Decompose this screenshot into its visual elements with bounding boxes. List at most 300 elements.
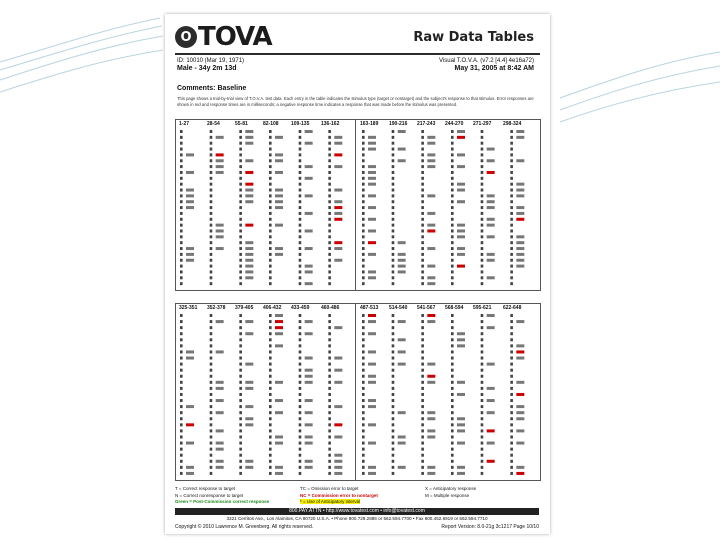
trial-mark xyxy=(216,235,224,238)
column-header: 82-108 xyxy=(263,121,279,127)
trial-mark xyxy=(180,212,183,215)
trial-mark xyxy=(180,411,183,414)
trial-mark xyxy=(457,253,465,256)
trial-mark xyxy=(516,218,524,221)
trial-mark xyxy=(457,381,465,384)
trial-mark xyxy=(305,460,313,463)
trial-mark xyxy=(392,282,395,285)
trial-mark xyxy=(239,393,242,396)
trial-mark xyxy=(245,423,253,426)
trial-mark xyxy=(245,241,253,244)
trial-mark xyxy=(180,259,183,262)
trial-mark xyxy=(392,417,395,420)
trial-mark xyxy=(299,363,302,366)
trial-mark xyxy=(362,314,365,317)
trial-mark xyxy=(269,350,272,353)
trial-mark xyxy=(299,229,302,232)
trial-mark xyxy=(245,171,253,174)
trial-mark xyxy=(299,218,302,221)
trial-mark xyxy=(392,171,395,174)
trial-mark xyxy=(269,142,272,145)
trial-mark xyxy=(299,171,302,174)
trial-mark xyxy=(362,241,365,244)
trial-mark xyxy=(510,189,513,192)
trial-mark xyxy=(362,282,365,285)
trial-mark xyxy=(334,381,342,384)
trial-mark xyxy=(245,159,253,162)
trial-mark xyxy=(216,165,224,168)
comments-label: Comments: Baseline xyxy=(177,85,247,92)
trial-mark xyxy=(328,454,331,457)
column-header: 217-243 xyxy=(417,121,436,127)
trial-mark xyxy=(299,472,302,475)
trial-mark xyxy=(516,247,524,250)
trial-mark xyxy=(239,159,242,162)
trial-mark xyxy=(269,177,272,180)
trial-mark xyxy=(269,153,272,156)
trial-mark xyxy=(305,399,313,402)
trial-mark xyxy=(510,332,513,335)
trial-mark xyxy=(186,357,194,360)
trial-mark xyxy=(481,206,484,209)
trial-mark xyxy=(481,229,484,232)
trial-mark xyxy=(180,247,183,250)
trial-mark xyxy=(368,399,376,402)
trial-mark xyxy=(328,282,331,285)
trial-mark xyxy=(451,171,454,174)
trial-mark xyxy=(210,229,213,232)
trial-mark xyxy=(186,171,194,174)
trial-mark xyxy=(334,142,342,145)
trial-mark xyxy=(245,200,253,203)
trial-mark xyxy=(328,369,331,372)
trial-mark xyxy=(451,235,454,238)
trial-mark xyxy=(180,314,183,317)
trial-mark xyxy=(451,206,454,209)
trial-mark xyxy=(299,241,302,244)
trial-mark xyxy=(245,381,253,384)
trial-mark xyxy=(481,466,484,469)
trial-mark xyxy=(398,241,406,244)
trial-mark xyxy=(362,429,365,432)
trial-mark xyxy=(334,241,342,244)
trial-mark xyxy=(180,224,183,227)
trial-mark xyxy=(451,369,454,372)
trial-mark xyxy=(392,363,395,366)
trial-mark xyxy=(427,466,435,469)
trial-mark xyxy=(427,165,435,168)
trial-mark xyxy=(328,332,331,335)
trial-mark xyxy=(299,189,302,192)
trial-mark xyxy=(210,411,213,414)
trial-mark xyxy=(427,472,435,475)
trial-mark xyxy=(239,183,242,186)
trial-mark xyxy=(305,423,313,426)
trial-mark xyxy=(421,235,424,238)
trial-mark xyxy=(481,235,484,238)
trial-mark xyxy=(328,206,331,209)
trial-mark xyxy=(510,350,513,353)
trial-mark xyxy=(392,189,395,192)
trial-mark xyxy=(180,189,183,192)
trial-mark xyxy=(510,229,513,232)
trial-mark xyxy=(180,472,183,475)
trial-mark xyxy=(210,332,213,335)
trial-mark xyxy=(451,276,454,279)
trial-mark xyxy=(392,229,395,232)
trial-mark xyxy=(451,405,454,408)
trial-mark xyxy=(239,417,242,420)
trial-mark xyxy=(481,200,484,203)
trial-mark xyxy=(269,165,272,168)
trial-mark xyxy=(362,177,365,180)
trial-mark xyxy=(299,393,302,396)
trial-mark xyxy=(216,171,224,174)
trial-mark xyxy=(210,448,213,451)
trial-mark xyxy=(362,435,365,438)
trial-mark xyxy=(392,142,395,145)
trial-mark xyxy=(334,472,342,475)
trial-mark xyxy=(481,393,484,396)
trial-mark xyxy=(239,165,242,168)
trial-mark xyxy=(299,332,302,335)
trial-mark xyxy=(510,381,513,384)
trial-mark xyxy=(328,136,331,139)
trial-mark xyxy=(239,253,242,256)
trial-mark xyxy=(398,130,406,133)
trial-mark xyxy=(299,411,302,414)
trial-mark xyxy=(305,375,313,378)
trial-mark xyxy=(392,194,395,197)
trial-mark xyxy=(510,183,513,186)
column-header: 271-297 xyxy=(473,121,492,127)
trial-mark xyxy=(451,177,454,180)
trial-mark xyxy=(334,200,342,203)
trial-mark xyxy=(451,314,454,317)
trial-mark xyxy=(269,183,272,186)
trial-mark xyxy=(421,338,424,341)
trial-mark xyxy=(299,159,302,162)
trial-mark xyxy=(362,229,365,232)
trial-mark xyxy=(180,229,183,232)
trial-mark xyxy=(481,399,484,402)
trial-mark xyxy=(239,429,242,432)
trial-mark xyxy=(481,381,484,384)
legend-item: * = Use of Anticipatory interval xyxy=(300,499,361,504)
trial-mark xyxy=(186,442,194,445)
trial-mark xyxy=(269,212,272,215)
trial-mark xyxy=(362,448,365,451)
trial-mark xyxy=(299,454,302,457)
trial-mark xyxy=(392,466,395,469)
trial-mark xyxy=(487,206,495,209)
trial-mark xyxy=(451,423,454,426)
trial-mark xyxy=(180,153,183,156)
trial-mark xyxy=(210,276,213,279)
trial-mark xyxy=(451,253,454,256)
trial-mark xyxy=(216,466,224,469)
trial-mark xyxy=(481,442,484,445)
trial-mark xyxy=(275,472,283,475)
trial-mark xyxy=(305,247,313,250)
trial-mark xyxy=(516,235,524,238)
trial-mark xyxy=(269,253,272,256)
trial-mark xyxy=(328,363,331,366)
trial-mark xyxy=(299,326,302,329)
trial-mark xyxy=(328,375,331,378)
trial-mark xyxy=(510,435,513,438)
trial-mark xyxy=(421,381,424,384)
trial-mark xyxy=(510,265,513,268)
trial-mark xyxy=(299,405,302,408)
trial-mark xyxy=(239,381,242,384)
trial-mark xyxy=(239,411,242,414)
trial-mark xyxy=(245,136,253,139)
trial-mark xyxy=(392,253,395,256)
trial-mark xyxy=(362,344,365,347)
trial-mark xyxy=(451,332,454,335)
trial-mark xyxy=(368,218,376,221)
trial-mark xyxy=(239,177,242,180)
trial-mark xyxy=(362,159,365,162)
trial-mark xyxy=(487,387,495,390)
trial-mark xyxy=(510,276,513,279)
trial-mark xyxy=(210,369,213,372)
trial-mark xyxy=(451,375,454,378)
trial-mark xyxy=(516,130,524,133)
trial-mark xyxy=(516,405,524,408)
trial-mark xyxy=(368,253,376,256)
trial-mark xyxy=(239,332,242,335)
tova-logo xyxy=(175,24,272,50)
trial-mark xyxy=(457,200,465,203)
trial-mark xyxy=(362,332,365,335)
trial-mark xyxy=(362,270,365,273)
trial-mark xyxy=(421,130,424,133)
trial-mark xyxy=(362,387,365,390)
trial-mark xyxy=(481,435,484,438)
trial-mark xyxy=(451,399,454,402)
trial-mark xyxy=(210,136,213,139)
trial-mark xyxy=(451,282,454,285)
trial-mark xyxy=(334,259,342,262)
trial-mark xyxy=(334,460,342,463)
trial-mark xyxy=(245,417,253,420)
trial-mark xyxy=(275,326,283,329)
trial-mark xyxy=(368,375,376,378)
trial-mark xyxy=(362,206,365,209)
trial-mark xyxy=(481,189,484,192)
trial-mark xyxy=(481,177,484,180)
trial-mark xyxy=(510,448,513,451)
trial-mark xyxy=(269,247,272,250)
trial-mark xyxy=(481,165,484,168)
trial-mark xyxy=(328,165,331,168)
trial-mark xyxy=(328,218,331,221)
trial-mark xyxy=(451,350,454,353)
trial-mark xyxy=(362,235,365,238)
trial-mark xyxy=(392,130,395,133)
trial-mark xyxy=(299,399,302,402)
trial-mark xyxy=(328,171,331,174)
trial-mark xyxy=(481,276,484,279)
trial-mark xyxy=(362,224,365,227)
trial-mark xyxy=(299,177,302,180)
trial-mark xyxy=(510,200,513,203)
trial-mark xyxy=(299,314,302,317)
trial-mark xyxy=(269,235,272,238)
trial-mark xyxy=(516,265,524,268)
trial-mark xyxy=(328,320,331,323)
trial-mark xyxy=(516,194,524,197)
trial-mark xyxy=(510,423,513,426)
trial-mark xyxy=(269,282,272,285)
trial-mark xyxy=(269,405,272,408)
trial-mark xyxy=(269,206,272,209)
trial-mark xyxy=(210,165,213,168)
trial-mark xyxy=(398,435,406,438)
trial-mark xyxy=(368,177,376,180)
trial-mark xyxy=(328,381,331,384)
trial-mark xyxy=(421,206,424,209)
trial-mark xyxy=(269,375,272,378)
trial-mark xyxy=(269,448,272,451)
trial-mark xyxy=(180,194,183,197)
trial-mark xyxy=(487,326,495,329)
trial-mark xyxy=(427,381,435,384)
trial-mark xyxy=(210,350,213,353)
trial-mark xyxy=(392,460,395,463)
trial-mark xyxy=(328,224,331,227)
trial-mark xyxy=(299,369,302,372)
trial-mark xyxy=(392,177,395,180)
trial-mark xyxy=(451,448,454,451)
trial-mark xyxy=(269,363,272,366)
trial-mark xyxy=(427,435,435,438)
trial-mark xyxy=(328,429,331,432)
trial-mark xyxy=(210,194,213,197)
trial-mark xyxy=(398,442,406,445)
trial-mark xyxy=(210,200,213,203)
trial-mark xyxy=(210,442,213,445)
trial-mark xyxy=(427,194,435,197)
trial-mark xyxy=(392,429,395,432)
trial-mark xyxy=(510,224,513,227)
trial-mark xyxy=(510,411,513,414)
trial-mark xyxy=(487,314,495,317)
trial-mark xyxy=(328,148,331,151)
trial-mark xyxy=(362,153,365,156)
trial-mark xyxy=(299,338,302,341)
trial-mark xyxy=(216,224,224,227)
trial-mark xyxy=(328,442,331,445)
trial-mark xyxy=(421,393,424,396)
trial-mark xyxy=(299,282,302,285)
trial-mark xyxy=(451,200,454,203)
trial-mark xyxy=(210,259,213,262)
trial-mark xyxy=(510,282,513,285)
trial-mark xyxy=(368,314,376,317)
trial-mark xyxy=(368,472,376,475)
trial-mark xyxy=(457,393,465,396)
trial-mark xyxy=(210,282,213,285)
trial-mark xyxy=(269,393,272,396)
trial-mark xyxy=(457,183,465,186)
trial-mark xyxy=(421,282,424,285)
table-1-trial-rows xyxy=(180,129,536,287)
trial-mark xyxy=(510,320,513,323)
trial-mark xyxy=(180,218,183,221)
trial-mark xyxy=(362,460,365,463)
trial-mark xyxy=(328,472,331,475)
trial-mark xyxy=(398,338,406,341)
trial-mark xyxy=(392,159,395,162)
column-header: 433-459 xyxy=(291,305,310,311)
trial-mark xyxy=(421,171,424,174)
trial-mark xyxy=(457,136,465,139)
trial-mark xyxy=(510,393,513,396)
trial-mark xyxy=(210,247,213,250)
trial-mark xyxy=(451,270,454,273)
trial-mark xyxy=(180,460,183,463)
trial-mark xyxy=(269,387,272,390)
comments-text: This page shows a trial-by-trial view of T.O.V.A. test data. Each entry in the table indicates the stimulus type (target or nontarget) and the subject's response to that stimulus. Error responses are shown in red and response times are in milliseconds; a negative response time indicates a response that was made before the stimulus was presented. xyxy=(177,96,534,107)
trial-mark xyxy=(481,282,484,285)
trial-mark xyxy=(269,369,272,372)
trial-mark xyxy=(216,460,224,463)
trial-mark xyxy=(368,405,376,408)
page-title: Raw Data Tables xyxy=(413,30,534,45)
trial-mark xyxy=(328,142,331,145)
trial-mark xyxy=(275,224,283,227)
trial-mark xyxy=(481,344,484,347)
trial-mark xyxy=(275,314,283,317)
legend-item: TC = Omission error to target xyxy=(300,486,359,491)
trial-mark xyxy=(269,314,272,317)
trial-mark xyxy=(275,247,283,250)
trial-mark xyxy=(180,435,183,438)
trial-mark xyxy=(328,247,331,250)
trial-mark xyxy=(239,153,242,156)
trial-mark xyxy=(269,466,272,469)
trial-mark xyxy=(398,270,406,273)
trial-mark xyxy=(451,460,454,463)
trial-mark xyxy=(457,189,465,192)
trial-mark xyxy=(451,435,454,438)
trial-mark xyxy=(299,142,302,145)
trial-mark xyxy=(299,417,302,420)
trial-mark xyxy=(275,189,283,192)
trial-mark xyxy=(487,460,495,463)
trial-mark xyxy=(510,344,513,347)
raw-data-table-2 xyxy=(175,303,541,481)
trial-mark xyxy=(299,448,302,451)
trial-mark xyxy=(516,212,524,215)
trial-mark xyxy=(269,130,272,133)
trial-mark xyxy=(216,429,224,432)
trial-mark xyxy=(328,235,331,238)
trial-mark xyxy=(421,448,424,451)
trial-mark xyxy=(362,194,365,197)
copyright: Copyright © 2010 Lawrence M. Greenberg. All rights reserved. xyxy=(175,524,314,530)
trial-mark xyxy=(481,142,484,145)
trial-mark xyxy=(328,183,331,186)
trial-mark xyxy=(362,350,365,353)
trial-mark xyxy=(368,183,376,186)
trial-mark xyxy=(510,171,513,174)
trial-mark xyxy=(269,224,272,227)
trial-mark xyxy=(328,338,331,341)
